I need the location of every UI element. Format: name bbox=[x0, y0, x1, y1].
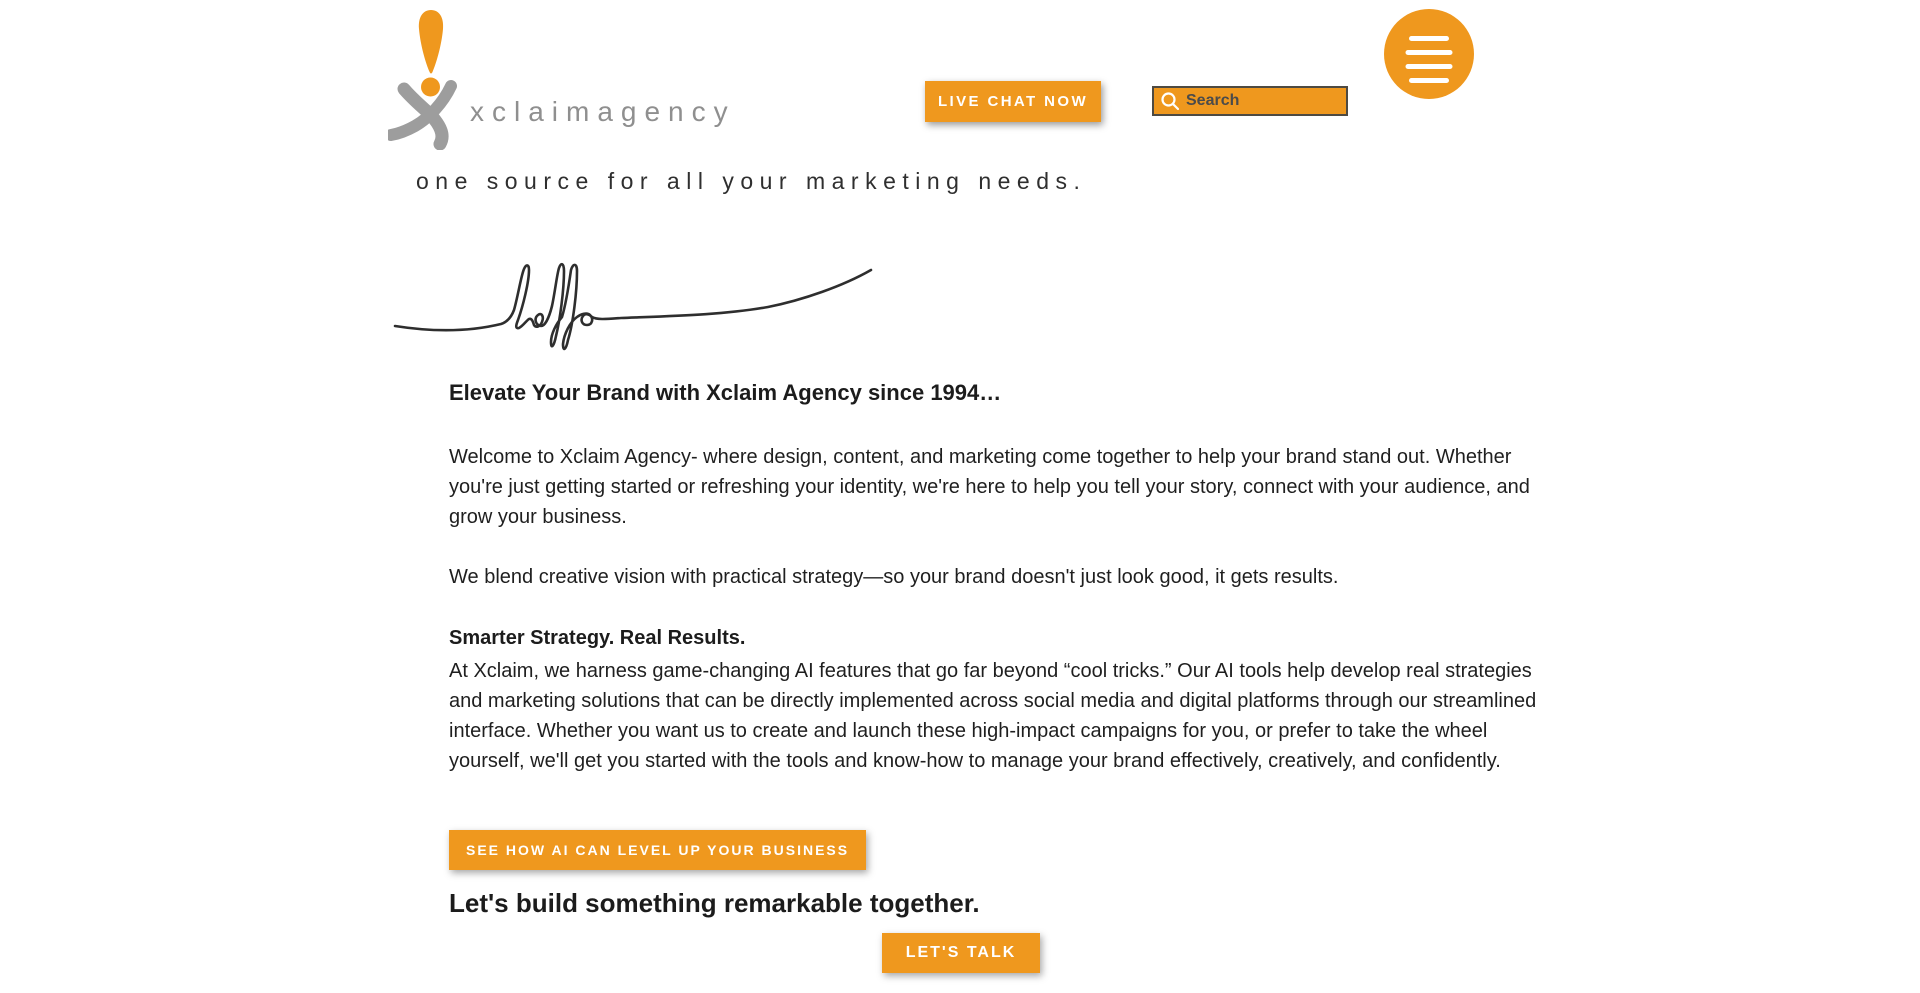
search-icon bbox=[1160, 91, 1180, 111]
logo[interactable] bbox=[388, 8, 738, 150]
ai-cta-button[interactable]: SEE HOW AI CAN LEVEL UP YOUR BUSINESS bbox=[449, 830, 866, 870]
search-input[interactable] bbox=[1186, 92, 1326, 110]
results-paragraph: We blend creative vision with practical strategy—so your brand doesn't just look good, it gets results. bbox=[449, 566, 1339, 588]
hamburger-icon bbox=[1384, 9, 1474, 99]
hamburger-bar bbox=[1406, 50, 1453, 55]
hamburger-bar bbox=[1409, 78, 1449, 83]
search-box[interactable] bbox=[1152, 86, 1348, 116]
logo-brand-text: xclaimagency bbox=[470, 96, 736, 127]
hamburger-bar bbox=[1406, 64, 1453, 69]
strategy-subheading: Smarter Strategy. Real Results. bbox=[449, 627, 746, 649]
exclamation-x-logo-icon bbox=[388, 8, 472, 150]
live-chat-button[interactable]: LIVE CHAT NOW bbox=[925, 81, 1101, 122]
welcome-paragraph: Welcome to Xclaim Agency- where design, content, and marketing come together to help your brand stand out. Whether you're just getting started or refreshing your identity, we're here to help you tell your story, connect with your audience, and grow your business. bbox=[449, 446, 1530, 528]
menu-button[interactable] bbox=[1384, 9, 1474, 99]
tagline: one source for all your marketing needs. bbox=[416, 168, 1087, 194]
lets-talk-button[interactable]: LET'S TALK bbox=[882, 933, 1040, 973]
hamburger-bar bbox=[1409, 36, 1449, 41]
closing-heading: Let's build something remarkable together. bbox=[449, 888, 980, 918]
hello-script-graphic bbox=[393, 262, 893, 362]
intro-heading: Elevate Your Brand with Xclaim Agency since 1994… bbox=[449, 380, 1002, 405]
ai-paragraph: At Xclaim, we harness game-changing AI features that go far beyond “cool tricks.” Our AI tools help develop real strategies and marketing solutions that can be directly implemented across social media and digital platforms through our streamlined interface. Whether you want us to create and launch these high-impact campaigns for you, or prefer to take the wheel yourself, we'll get you started with the tools and know-how to manage your brand effectively, creatively, and confidently. bbox=[449, 660, 1537, 772]
